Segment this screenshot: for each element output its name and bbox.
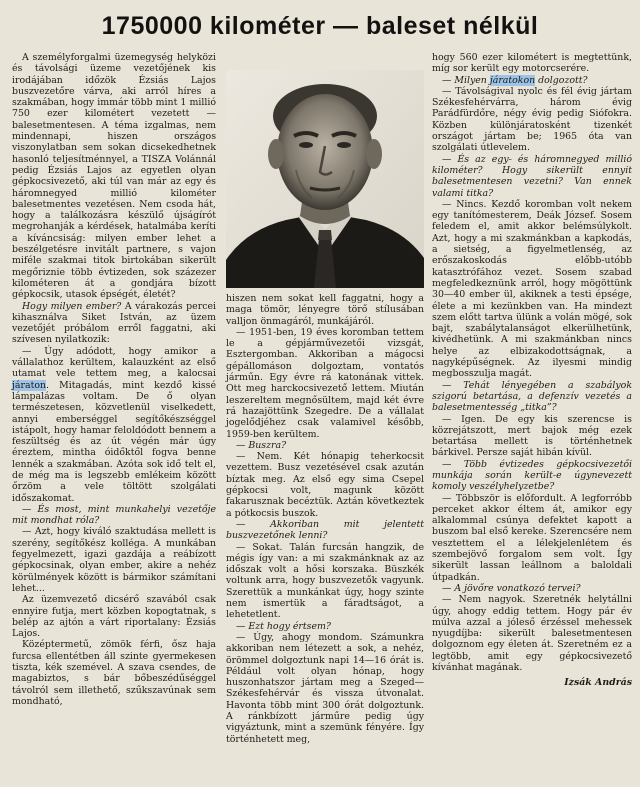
paragraph: — A jövőre vonatkozó tervei? bbox=[442, 582, 581, 594]
article-column-1 bbox=[12, 52, 216, 707]
paragraph: — Tehát lényegében a szabályok szigorú betartása, a defenzív vezetés a balesetmentesség „titka”? bbox=[432, 379, 632, 414]
paragraph: Középtermetű, zömök férfi, ősz haja furcsa ellentétben áll szinte gyermekesen tiszta, kék szemével. A szava csendes, de magabiztos, s bár bőbeszédűséggel távolról sem illethető, szűkszavúnak sem mondható, bbox=[12, 639, 216, 707]
paragraph: — Azt, hogy kiváló szaktudása mellett is szerény, segítőkész kolléga. A munkában fegyelmezett, igazi gazdája a reábízott gépkocsinak, olyan ember, akire a nehéz körülmények között is bármikor számítani lehet... bbox=[12, 526, 216, 594]
paragraph: — Sokat. Talán furcsán hangzik, de mégis így van: a mi szakmánknak az az időszak volt a hősi korszaka. Büszkék voltunk arra, hogy buszvezetők vagyunk. Szerettük a munkánkat úgy, hogy szinte nem ismertük a fáradtságot, a lehetetlent. bbox=[226, 541, 424, 621]
paragraph: — Többször is előfordult. A legforróbb perceket akkor éltem át, amikor egy alkalommal csúnya defektet kapott a buszom bal első kereke. Szerencsére nem vesztettem el a lélekjelenlétem és szembejövő forgalom sem volt. Így sikerült lassan leállnom a baloldali útpadkán. bbox=[432, 492, 632, 583]
paragraph: A személyforgalmi üzemegység helyközi és távolsági üzeme vezetőjének kis irodájában időzök Ézsiás Lajos buszvezetőre várva, aki arról híres a szakmában, hogy immár több mint 1 millió 750 ezer kilométert vezetett — balesetmentesen. A téma izgalmas, nem mindennapi, hiszen országos viszonylatban sem sokan dicsekedhetnek hasonló teljesítménnyel, a TISZA Volánnál pedig Ézsiás Lajos az egyetlen olyan gépkocsivezető, aki túl van már az egy és háromnegyed millió kilométer balesetmentes vezetésen. Nem csoda hát, hogy a találkozásra készülő újságírót megrohanják a kérdések, hatalmába keríti a kíváncsiság: milyen ember lehet a beszélgetésre invitált partnere, s vajon miféle szakmai titok birtokában sikerült megőriznie több évtizeden, sok százezer kilométeren át a gondjára bízott gépkocsik, utasok épségét, életét? bbox=[12, 52, 216, 301]
paragraph: — Akkoriban mit jelentett buszvezetőnek lenni? bbox=[226, 518, 424, 542]
author-signature: Izsák András bbox=[564, 677, 632, 689]
highlighted-word: járatokon bbox=[489, 74, 536, 86]
paragraph: — És az egy- és háromnegyed millió kilométer? Hogy sikerült ennyit balesetmentesen vezetni? Van ennek valami titka? bbox=[432, 153, 632, 199]
paragraph: — 1951-ben, 19 éves koromban tettem le a gépjárművezetői vizsgát, Esztergomban. Akkoriban a mágocsi gépállomáson dolgoztam, vontatós járműn. Egy évre rá katonának vittek. Ott meg harckocsivezető lettem. Miután leszereltem megnősültem, majd két évre rá hazajöttünk Szegedre. De a vállalat jogelődjéhez csak valamivel később, 1959-ben kerültem. bbox=[226, 326, 424, 440]
paragraph: — És most, mint munkahelyi vezetője mit mondhat róla? bbox=[12, 503, 216, 527]
paragraph: — Úgy, ahogy mondom. Számunkra akkoriban nem létezett a sok, a nehéz, örömmel dolgoztunk napi 14—16 órát is. Például volt olyan hónap, hogy huszonhatszor jártam meg a Szeged—Székesfehérvár és vissza útvonalat. Havonta több mint 300 órát dolgoztunk. A ránkbízott járműre pedig úgy vigyáztunk, mint a szemünk fényére. Így történhetett meg, bbox=[226, 631, 424, 745]
article-column-3 bbox=[432, 52, 632, 689]
paragraph: Az üzemvezető dicsérő szavából csak ennyire futja, mert közben kopogtatnak, s belép az ajtón a várt riportalany: Ézsiás Lajos. bbox=[12, 594, 216, 640]
highlighted-word: járaton bbox=[12, 379, 47, 391]
paragraph: — Milyen járatokon dolgozott? bbox=[442, 74, 588, 86]
article-headline: 1750000 kilométer — baleset nélkül bbox=[101, 12, 539, 40]
paragraph: hiszen nem sokat kell faggatni, hogy a maga tömör, lényegre törő stílusában valljon önmagáról, munkájáról. bbox=[226, 293, 424, 327]
paragraph: hogy 560 ezer kilométert is megtettünk, míg sor került egy motorcserére. bbox=[432, 52, 632, 75]
paragraph: — Úgy adódott, hogy amikor a vállalathoz kerültem, kalauzként az első utamat vele tettem meg, a kalocsai járaton. Mitagadás, mint kezdő kissé lámpalázas voltam. De ő olyan természetesen, közvetlenül viselkedett, annyi emberséggel segítőkészséggel istápolt, hogy hamar feloldódott bennem a feszültség és az út végén már úgy éreztem, mintha óidőktől fogva benne lennék a szakmában. Azóta sok idő telt el, de még ma is legszebb emlékeim között őrzöm a vele töltött szolgálati időszakomat. bbox=[12, 345, 216, 504]
paragraph: — Nem. Két hónapig teherkocsit vezettem. Busz vezetésével csak azután bíztak meg. Az első egy sima Csepel gépkocsi volt, magunk között fakarusznak becéztük. Aztán következtek a pótkocsis buszok. bbox=[226, 451, 424, 519]
paragraph: — Nincs. Kezdő koromban volt nekem egy tanítómesterem, Deák József. Sosem feledem el, amit akkor belémsúlykolt. Azt, hogy a mi szakmánkban a kapkodás, a sietség, a figyelmetlenség, az erőszakoskodás előbb-utóbb katasztrófához vezet. Sosem szabad megfeledkeznünk arról, hogy mögöttünk 30—40 ember ül, akiknek a testi épsége, élete a mi kezünkben van. Ha mindezt szem előtt tartva ülünk a volán mögé, sok bajt, szabálytalanságot elkerülhetünk, kivédhetünk. A mi szakmánkban nincs helye az elbizakodottságnak, a nagyképűségnek. Az ilyesmi mindig megbosszulja magát. bbox=[432, 198, 632, 380]
paragraph: Hogy milyen ember? A várakozás percei kihasználva Siket István, az üzem vezetőjét próbálom erről faggatni, aki szívesen nyilatkozik: bbox=[12, 300, 216, 346]
paragraph: — Igen. De egy kis szerencse is közrejátszott, mert bajok még ezek betartása mellett is történhetnek bárkivel. Persze saját hibán kívül. bbox=[432, 413, 632, 459]
paragraph: — Nem nagyok. Szeretnék helytállni úgy, ahogy eddig tettem. Hogy pár év múlva azzal a jóleső érzéssel mehessek nyugdíjba: sikerült balesetmentesen dolgoznom egy életen át. Szeretném ez a legtöbb, amit egy gépkocsivezető kívánhat magának. bbox=[432, 594, 632, 674]
article-column-2 bbox=[226, 293, 424, 745]
portrait-image bbox=[226, 70, 424, 288]
paragraph: — Buszra? bbox=[236, 439, 287, 451]
paragraph: — Több évtizedes gépkocsivezetői munkája során került-e úgynevezett komoly veszélyhelyzetbe? bbox=[432, 458, 632, 493]
paragraph: — Távolságival nyolc és fél évig jártam Székesfehérvárra, három évig Parádfürdőre, négy évig pedig Siófokra. Közben különjáratosként tizenkét országot jártam be; 1965 óta van szolgálati útlevelem. bbox=[432, 85, 632, 154]
portrait-photo bbox=[226, 70, 424, 288]
paragraph: — Ezt hogy értsem? bbox=[236, 620, 331, 632]
